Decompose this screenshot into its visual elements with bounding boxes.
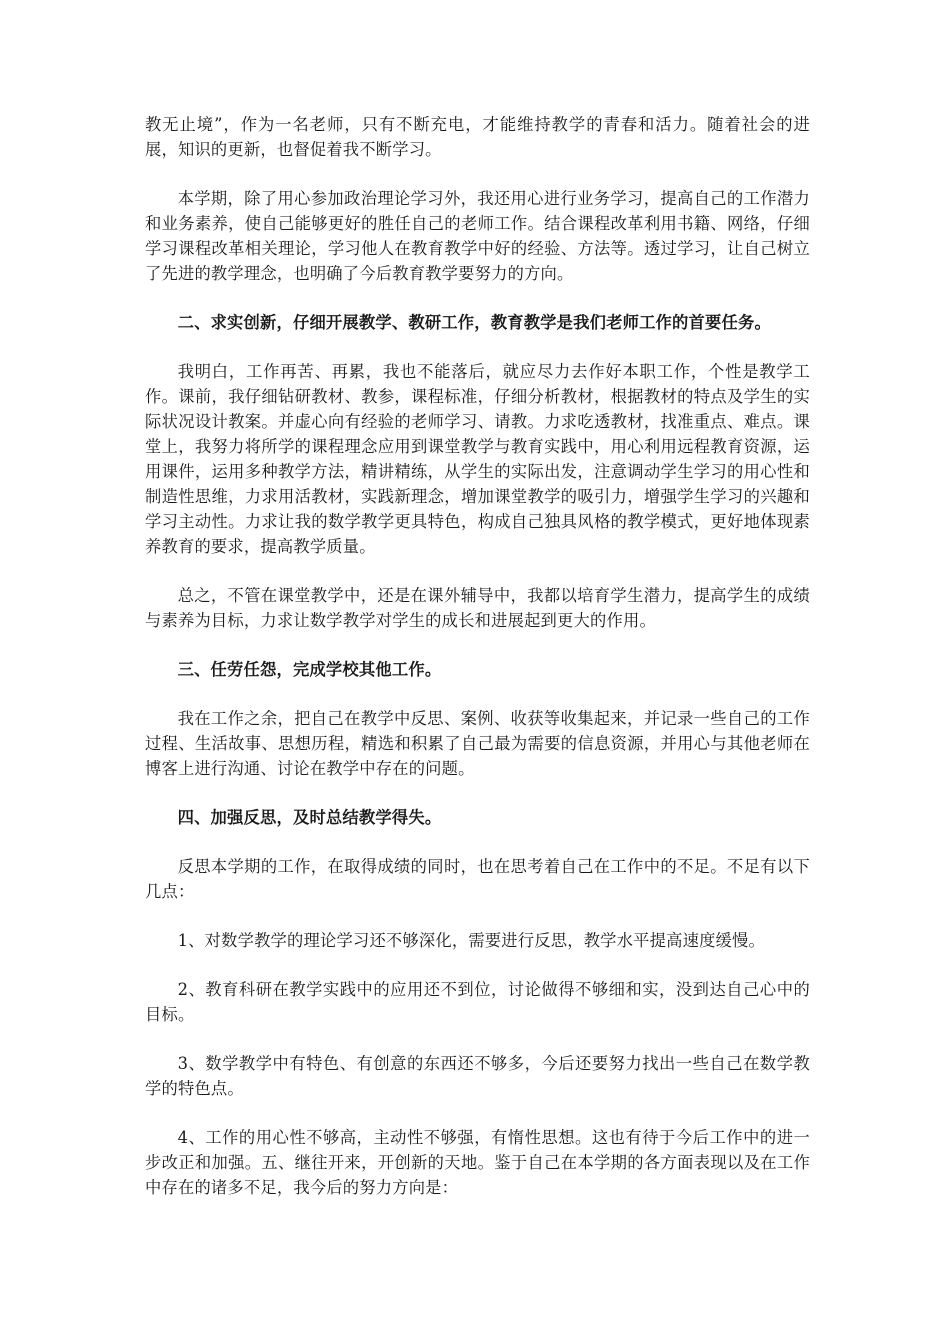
list-item-shortcoming-3: 3、数学教学中有特色、有创意的东西还不够多，今后还要努力找出一些自己在数学教学的特色点。: [145, 1054, 810, 1098]
section-heading-2: 二、求实创新，仔细开展教学、教研工作，教育教学是我们老师工作的首要任务。: [177, 313, 771, 332]
paragraph-summary: 总之，不管在课堂教学中，还是在课外辅导中，我都以培育学生潜力，提高学生的成绩与素养为目标，力求让数学教学对学生的成长和进展起到更大的作用。: [145, 586, 810, 630]
paragraph-other-work: 我在工作之余，把自己在教学中反思、案例、收获等收集起来，并记录一些自己的工作过程、生活故事、思想历程，精选和积累了自己最为需要的信息资源，并用心与其他老师在博客上进行沟通、讨论在教学中存在的问题。: [145, 709, 810, 778]
list-item-shortcoming-2: 2、教育科研在教学实践中的应用还不到位，讨论做得不够细和实，没到达自己心中的目标。: [145, 980, 810, 1024]
paragraph-teaching: 我明白，工作再苦、再累，我也不能落后，就应尽力去作好本职工作，个性是教学工作。课前，我仔细钻研教材、教参，课程标准，仔细分析教材，根据教材的特点及学生的实际状况设计教案。并虚心向有经验的老师学习、请教。力求吃透教材，找准重点、难点。课堂上，我努力将所学的课程理念应用到课堂教学与教育实践中，用心利用远程教育资源，运用课件，运用多种教学方法，精讲精练，从学生的实际出发，注意调动学生学习的用心性和制造性思维，力求用活教材，实践新理念，增加课堂教学的吸引力，增强学生学习的兴趣和学习主动性。力求让我的数学教学更具特色，构成自己独具风格的教学模式，更好地体现素养教育的要求，提高教学质量。: [145, 362, 810, 556]
section-heading-3: 三、任劳任怨，完成学校其他工作。: [177, 660, 442, 679]
list-item-shortcoming-1: 1、对数学教学的理论学习还不够深化，需要进行反思，教学水平提高速度缓慢。: [177, 931, 766, 950]
paragraph-continuation: 教无止境”，作为一名老师，只有不断充电，才能维持教学的青春和活力。随着社会的进展，知识的更新，也督促着我不断学习。: [145, 115, 810, 159]
paragraph-study: 本学期，除了用心参加政治理论学习外，我还用心进行业务学习，提高自己的工作潜力和业务素养，使自己能够更好的胜任自己的老师工作。结合课程改革利用书籍、网络，仔细学习课程改革相关理论，学习他人在教育教学中好的经验、方法等。透过学习，让自己树立了先进的教学理念，也明确了今后教育教学要努力的方向。: [145, 189, 810, 283]
paragraph-reflection: 反思本学期的工作，在取得成绩的同时，也在思考着自己在工作中的不足。不足有以下几点：: [145, 857, 810, 901]
list-item-shortcoming-4: 4、工作的用心性不够高，主动性不够强，有惰性思想。这也有待于今后工作中的进一步改正和加强。五、继往开来，开创新的天地。鉴于自己在本学期的各方面表现以及在工作中存在的诸多不足，我今后的努力方向是：: [145, 1128, 810, 1197]
section-heading-4: 四、加强反思，及时总结教学得失。: [177, 808, 442, 827]
